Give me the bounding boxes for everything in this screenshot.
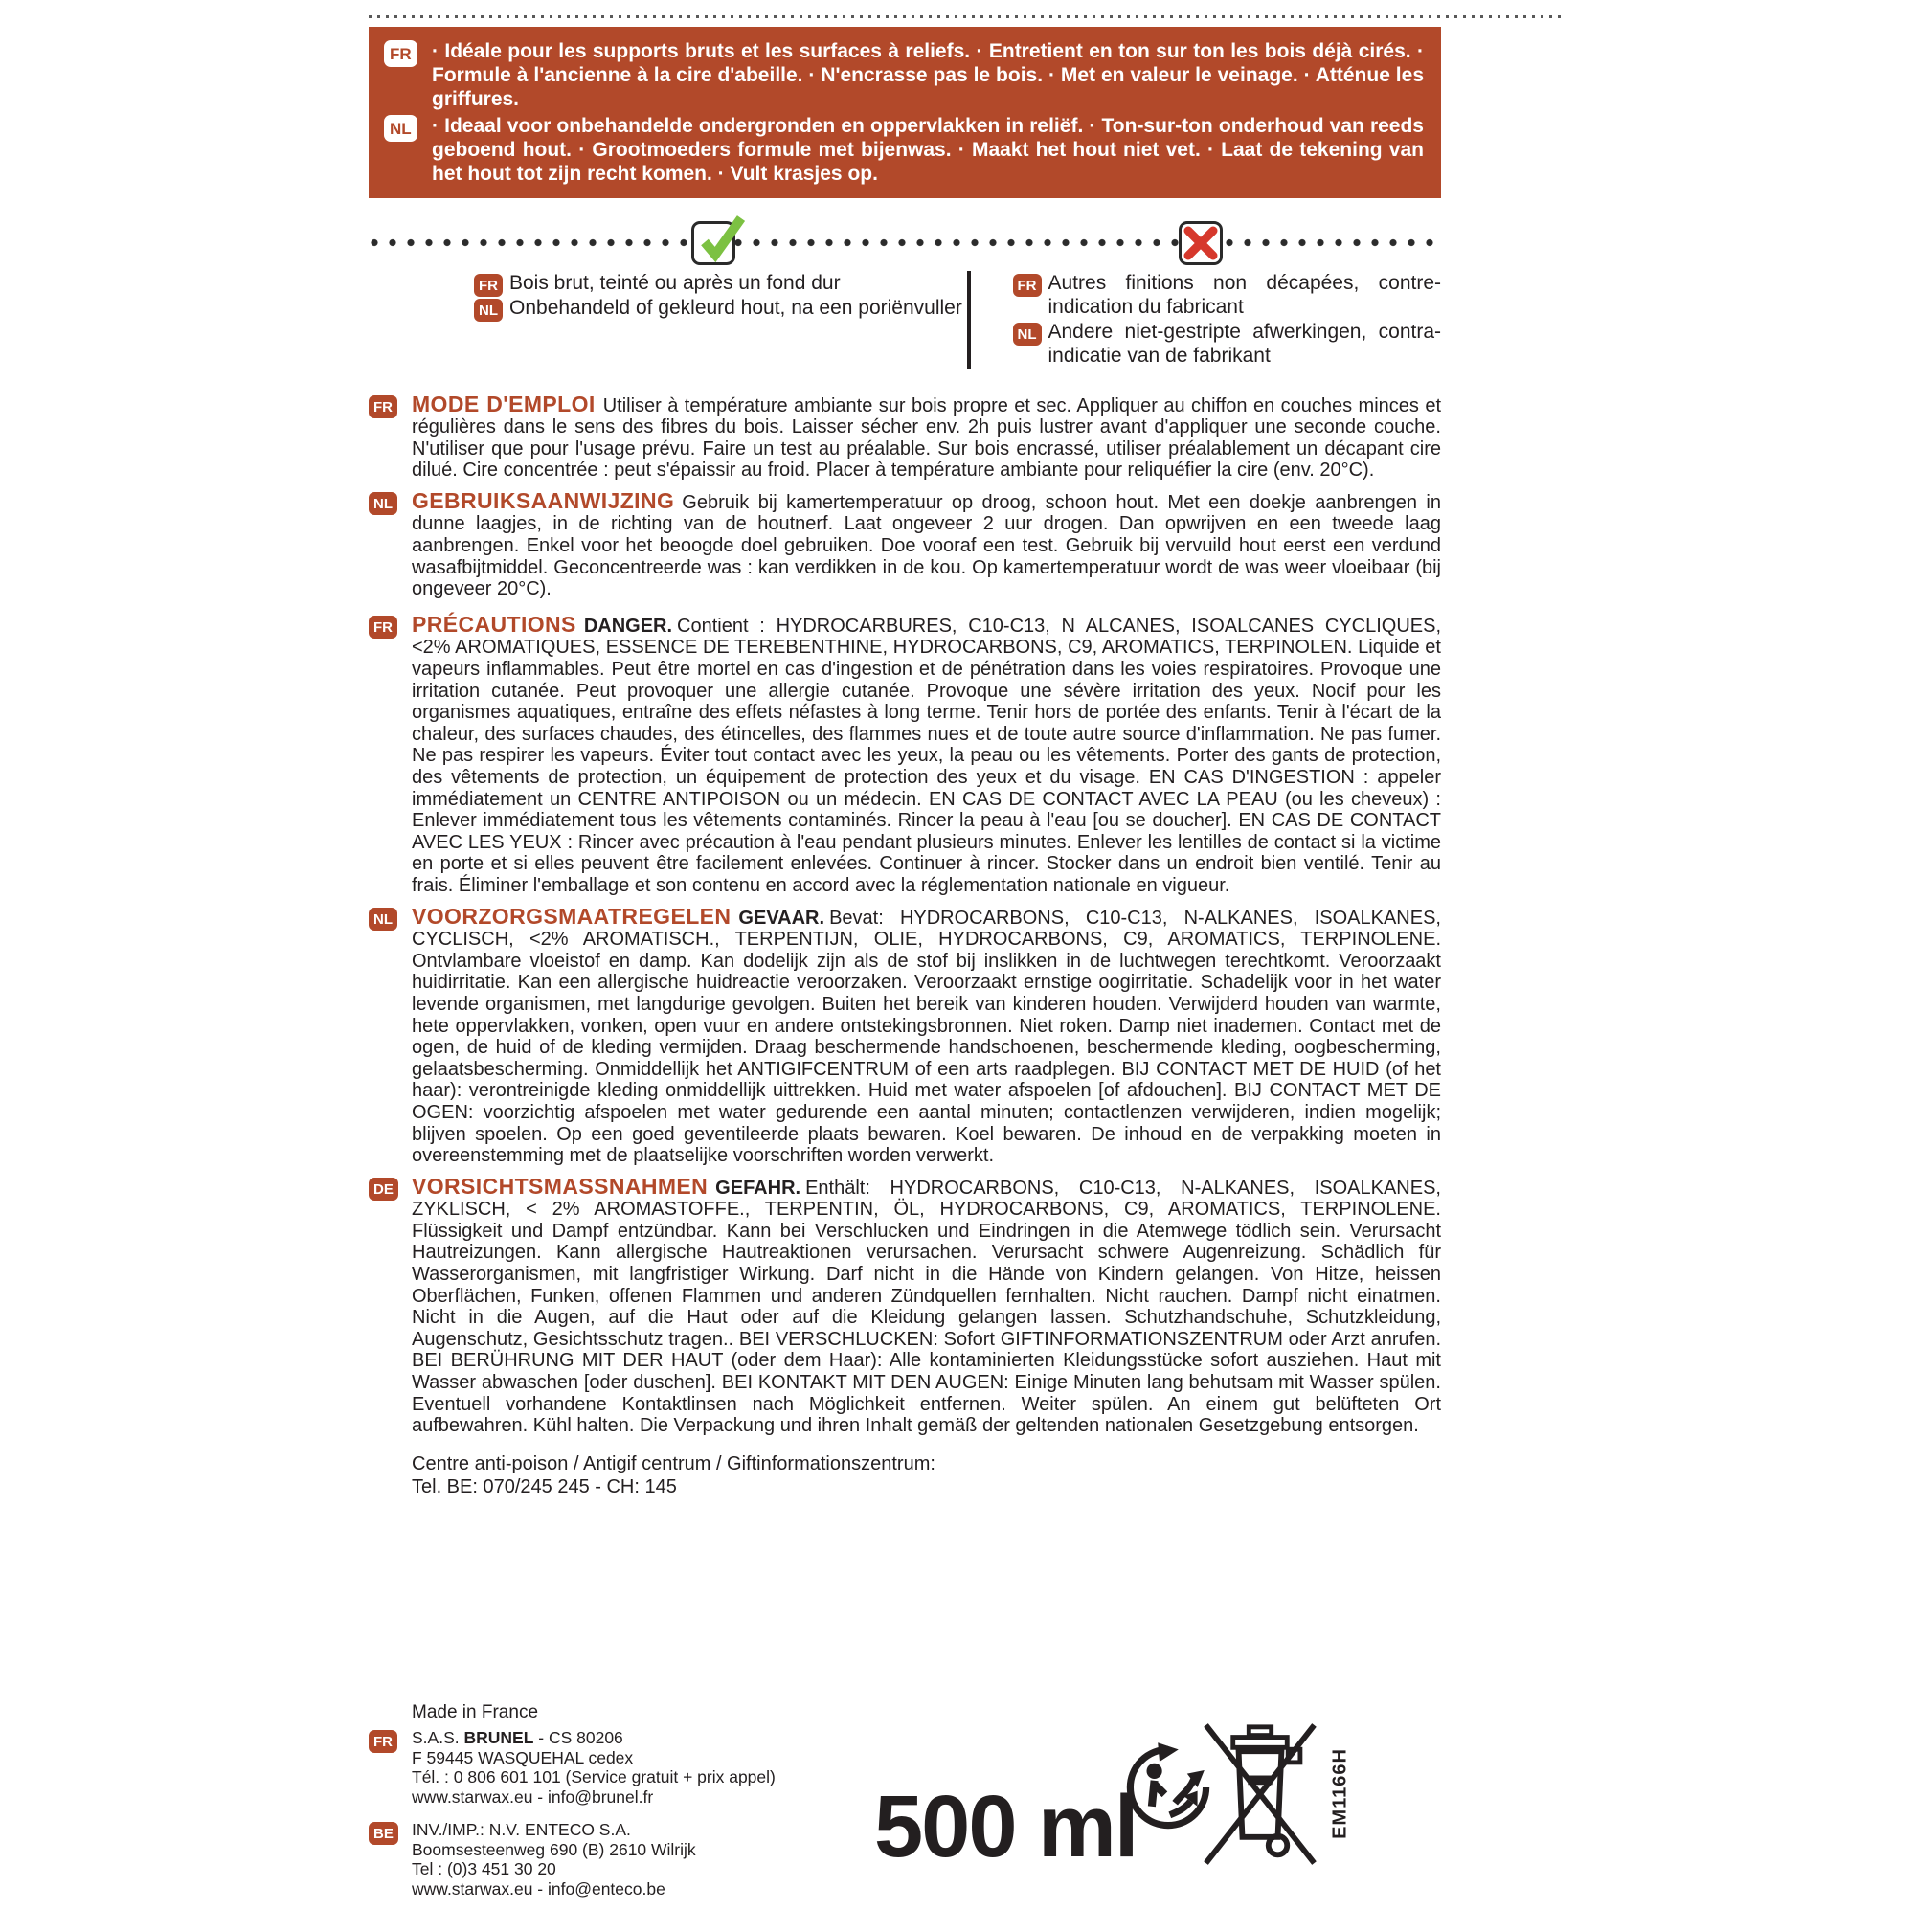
banner-text-fr: · Idéale pour les supports bruts et les surfaces à reliefs. · Entretient en ton sur ton les bois déjà cirés. · Formule à l'ancienne à la cire d'abeille. · N'encrasse pas le bois. · Met en valeur le veinage. · Atténue les griffures. <box>432 39 1424 110</box>
banner-entry-fr <box>384 39 1424 111</box>
do-dont-divider <box>369 221 1441 267</box>
section-body: Bevat: HYDROCARBONS, C10-C13, N-ALKANES, ISOALKANES, CYCLISCH, <2% AROMATISCH., TERPENTIJN, OLIE, HYDROCARBONS, C9, AROMATICS, TERPINOLENE. Ontvlambare vloeistof en damp. Kan dodelijk zijn als de stof bij inslikken in de luchtwegen terechtkomt. Veroorzaakt huidirritatie. Kan een allergische huidreactie veroorzaken. Veroorzaakt ernstige oogirritatie. Schadelijk voor in het water levende organismen, met langdurige gevolgen. Buiten het bereik van kinderen houden. Verwijderd houden van warmte, hete oppervlakken, vonken, open vuur en andere ontstekingsbronnen. Niet roken. Damp niet inademen. Contact met de ogen, de huid of de kleding vermijden. Draag beschermende handschoenen, beschermende kleding, oogbescherming, gelaatsbescherming. Onmiddellijk het ANTIGIFCENTRUM of een arts raadplegen. BIJ CONTACT MET DE HUID (of het haar): verontreinigde kleding onmiddellijk uittrekken. Huid met water afspoelen [of afdouchen]. BIJ CONTACT MET DE OGEN: voorzichtig afspoelen met water gedurende een aantal minuten; contactlenzen verwijderen, indien mogelijk; blijven spoelen. Op een goed geventileerde plaats bewaren. Koel bewaren. De inhoud en de verpakking moeten in overeenstemming met de plaatselijke voorschriften worden verwerkt. <box>412 907 1441 1167</box>
lang-badge-fr: FR <box>384 40 417 67</box>
fr-address-line3: Tél. : 0 806 601 101 (Service gratuit + prix appel) <box>412 1767 776 1786</box>
danger-word: GEVAAR. <box>738 907 825 929</box>
banner-text-nl: · Ideaal voor onbehandelde ondergronden en oppervlakken in reliëf. · Ton-sur-ton onderhoud van reeds geboend hout. · Grootmoeders formule met bijenwas. · Maakt het hout niet vet. · Laat de tekening van het hout tot zijn recht komen. · Vult krasjes op. <box>432 114 1424 185</box>
fr-address-line4: www.starwax.eu - info@brunel.fr <box>412 1786 654 1807</box>
suitable-fr <box>474 271 967 295</box>
triman-recycling-icon <box>1125 1742 1211 1832</box>
section-heading: GEBRUIKSAANWIJZING <box>412 487 675 513</box>
poison-center-info <box>369 1452 1441 1498</box>
suitability-columns <box>369 271 1441 369</box>
be-address-line3: Tel : (0)3 451 30 20 <box>412 1859 556 1878</box>
lang-badge-nl: NL <box>474 299 503 322</box>
poison-center-line2: Tel. BE: 070/245 245 - CH: 145 <box>412 1475 677 1497</box>
product-back-label <box>369 15 1441 1905</box>
unsuitable-column <box>971 271 1442 369</box>
poison-center-line1: Centre anti-poison / Antigif centrum / Giftinformationszentrum: <box>412 1452 935 1474</box>
section-directions-fr <box>369 393 1441 482</box>
lang-badge-nl: NL <box>369 908 397 931</box>
company-suffix: - CS 80206 <box>533 1728 623 1747</box>
section-heading: MODE D'EMPLOI <box>412 391 596 416</box>
lang-badge-be: BE <box>369 1822 398 1845</box>
footer <box>369 1702 1441 1932</box>
banner-entry-nl <box>384 114 1424 186</box>
suitable-fr-text: Bois brut, teinté ou après un fond dur <box>509 271 841 294</box>
dotted-line <box>371 238 1439 247</box>
lang-badge-fr: FR <box>369 1730 397 1753</box>
lang-badge-nl: NL <box>384 115 417 142</box>
check-icon <box>691 221 735 265</box>
unsuitable-nl-text: Andere niet-gestripte afwerkingen, contra-indicatie van de fabrikant <box>1048 320 1441 367</box>
top-dotted-cutline <box>369 15 1561 18</box>
suitable-column <box>369 271 967 369</box>
lang-badge-nl: NL <box>369 492 397 515</box>
section-heading: VOORZORGSMAATREGELEN <box>412 903 732 929</box>
company-prefix: S.A.S. <box>412 1728 464 1747</box>
company-name: BRUNEL <box>463 1728 534 1747</box>
section-body: Utiliser à température ambiante sur bois propre et sec. Appliquer au chiffon en couches minces et régulières dans le sens des fibres du bois. Laisser sécher env. 2h puis lustrer avant d'appliquer une seconde couche. N'utiliser que pour l'usage prévu. Faire un test au préalable. Sur bois encrassé, utiliser préalablement un décapant cire dilué. Cire concentrée : peut s'épaissir au froid. Placer à température ambiante pour reliquéfier la cire (env. 20°C). <box>412 394 1441 482</box>
section-precautions-nl <box>369 903 1441 1167</box>
section-precautions-fr <box>369 611 1441 897</box>
be-address-line4: www.starwax.eu - info@enteco.be <box>412 1878 665 1898</box>
section-body: Gebruik bij kamertemperatuur op droog, schoon hout. Met een doekje aanbrengen in dunne laagjes, in de richting van de houtnerf. Laat ongeveer 2 uur drogen. Dan opwrijven en een tweede laag aanbrengen. Enkel voor het beoogde doel gebruiken. Doe vooraf een test. Gebruik bij vervuild hout eerst een verdund wasafbijtmiddel. Geconcentreerde was : kan verdikken in de kou. Op kamertemperatuur wordt de was weer vloeibaar (bij ongeveer 20°C). <box>412 491 1441 600</box>
unsuitable-fr <box>1013 271 1442 319</box>
be-address-line1: INV./IMP.: N.V. ENTECO S.A. <box>412 1820 631 1839</box>
section-precautions-de <box>369 1173 1441 1437</box>
cross-icon <box>1179 221 1223 265</box>
fr-address-line2: F 59445 WASQUEHAL cedex <box>412 1747 634 1767</box>
section-heading: VORSICHTSMASSNAHMEN <box>412 1173 709 1199</box>
volume-label: 500 ml <box>874 1778 1138 1876</box>
made-in-label: Made in France <box>412 1702 539 1722</box>
danger-word: GEFAHR. <box>715 1177 801 1199</box>
lang-badge-nl: NL <box>1013 323 1042 346</box>
reference-code: EM1166H <box>1329 1748 1351 1839</box>
unsuitable-nl <box>1013 320 1442 368</box>
suitable-nl-text: Onbehandeld of gekleurd hout, na een poriënvuller <box>509 296 962 319</box>
section-directions-nl <box>369 487 1441 600</box>
section-body: Enthält: HYDROCARBONS, C10-C13, N-ALKANES, ISOALKANES, ZYKLISCH, < 2% AROMASTOFFE., TERPENTIN, ÖL, HYDROCARBONS, C9, AROMATICS, TERPINOLENE. Flüssigkeit und Dampf entzündbar. Kann bei Verschlucken und Eindringen in die Atemwege tödlich sein. Verursacht Hautreizungen. Kann allergische Hautreaktionen verursachen. Verursacht schwere Augenreizung. Schädlich für Wasserorganismen, mit langfristiger Wirkung. Darf nicht in die Hände von Kindern gelangen. Von Hitze, heissen Oberflächen, Funken, offenen Flammen und anderen Zündquellen fernhalten. Nicht rauchen. Dampf nicht einatmen. Nicht in die Augen, auf die Haut oder auf die Kleidung gelangen lassen. Schutzhandschuhe, Schutzkleidung, Augenschutz, Gesichtsschutz tragen.. BEI VERSCHLUCKEN: Sofort GIFTINFORMATIONSZENTRUM oder Arzt anrufen. BEI BERÜHRUNG MIT DER HAUT (oder dem Haar): Alle kontaminierten Kleidungsstücke sofort ausziehen. Haut mit Wasser abwaschen [oder duschen]. BEI KONTAKT MIT DEN AUGEN: Einige Minuten lang behutsam mit Wasser spülen. Eventuell vorhandene Kontaktlinsen nach Möglichkeit entfernen. Weiter spülen. An einem gut belüfteten Ort aufbewahren. Kühl halten. Die Verpackung und ihren Inhalt gemäß der geltenden nationalen Gesetzgebung entsorgen. <box>412 1177 1441 1437</box>
lang-badge-fr: FR <box>369 616 397 639</box>
lang-badge-fr: FR <box>1013 274 1042 297</box>
suitable-nl <box>474 296 967 320</box>
benefits-banner <box>369 27 1441 198</box>
unsuitable-fr-text: Autres finitions non décapées, contre-indication du fabricant <box>1048 271 1441 318</box>
section-heading: PRÉCAUTIONS <box>412 611 576 637</box>
section-body: Contient : HYDROCARBURES, C10-C13, N ALCANES, ISOALCANES CYCLIQUES, <2% AROMATIQUES, ESSENCE DE TEREBENTHINE, HYDROCARBONS, C9, AROMATICS, TERPINOLEN. Liquide et vapeurs inflammables. Peut être mortel en cas d'ingestion et de pénétration dans les voies respiratoires. Provoque une irritation cutanée. Peut provoquer une allergie cutanée. Provoque une sévère irritation des yeux. Nocif pour les organismes aquatiques, entraîne des effets néfastes à long terme. Tenir hors de portée des enfants. Tenir à l'écart de la chaleur, des surfaces chaudes, des étincelles, des flammes nues et de toute autre source d'inflammation. Ne pas fumer. Ne pas respirer les vapeurs. Éviter tout contact avec les yeux, la peau ou les vêtements. Porter des gants de protection, des vêtements de protection, un équipement de protection des yeux et du visage. EN CAS D'INGESTION : appeler immédiatement un CENTRE ANTIPOISON ou un médecin. EN CAS DE CONTACT AVEC LA PEAU (ou les cheveux) : Enlever immédiatement tous les vêtements contaminés. Rincer la peau à l'eau [ou se doucher]. EN CAS DE CONTACT AVEC LES YEUX : Rincer avec précaution à l'eau pendant plusieurs minutes. Enlever les lentilles de contact si la victime en porte et si elles peuvent être facilement enlevées. Continuer à rincer. Stocker dans un endroit bien ventilé. Tenir au frais. Éliminer l'emballage et son contenu en accord avec la réglementation nationale en vigueur. <box>412 615 1441 896</box>
lang-badge-de: DE <box>369 1178 398 1201</box>
danger-word: DANGER. <box>583 615 673 637</box>
lang-badge-fr: FR <box>474 274 503 297</box>
be-address-line2: Boomsesteenweg 690 (B) 2610 Wilrijk <box>412 1839 696 1859</box>
weee-crossed-bin-icon <box>1204 1721 1317 1867</box>
lang-badge-fr: FR <box>369 395 397 418</box>
